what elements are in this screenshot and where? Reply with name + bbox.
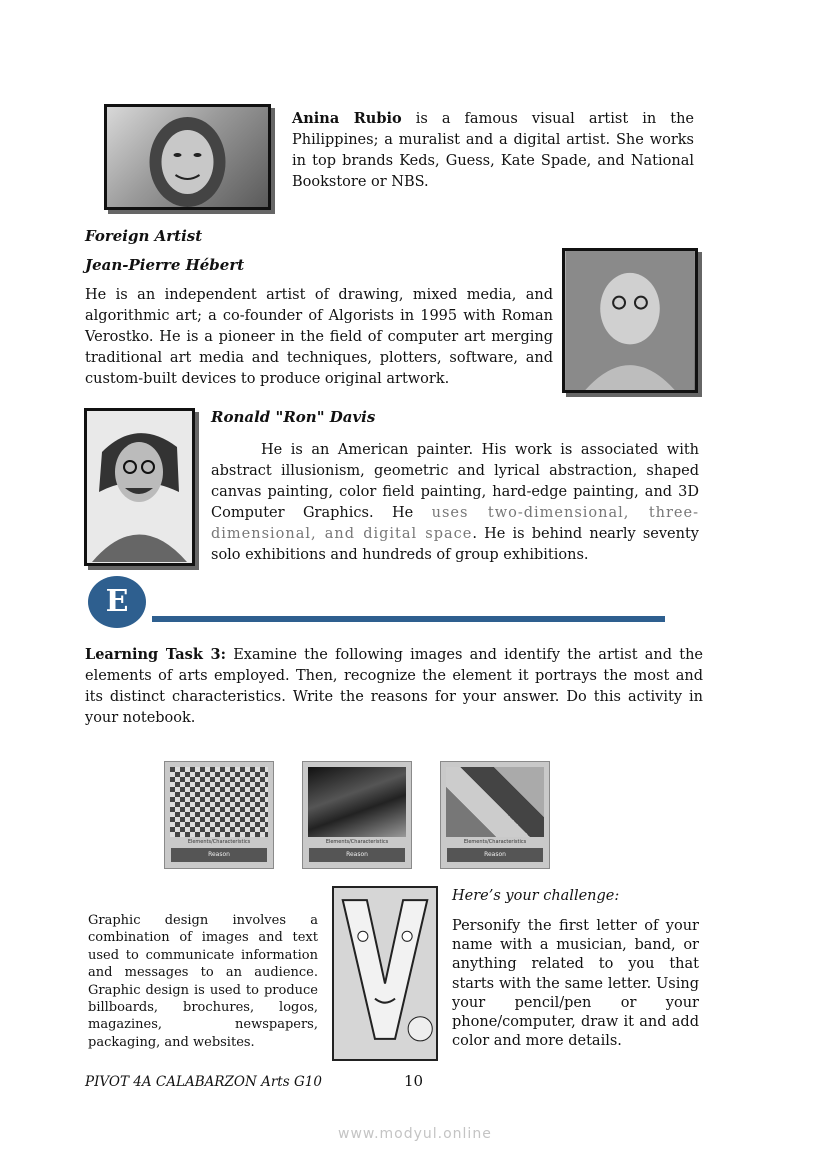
- jean-pierre-hebert-photo: [562, 248, 698, 393]
- anina-rubio-photo: [104, 104, 271, 210]
- ron-davis-text-b: . He is behind nearly seventy solo exhibitions and hundreds of group exhibitions.: [211, 526, 699, 563]
- ron-davis-paragraph: [211, 440, 699, 566]
- artwork-card-1: [164, 761, 274, 869]
- jean-pierre-hebert-name: Jean-Pierre Hébert: [85, 256, 245, 274]
- section-letter-badge: E: [88, 576, 146, 628]
- card-caption: Elements/Characteristics: [187, 839, 251, 845]
- reason-button[interactable]: Reason: [171, 848, 267, 862]
- anina-rubio-name: Anina Rubio: [292, 110, 402, 127]
- portrait-icon: [565, 251, 695, 390]
- artwork-card-3: [440, 761, 550, 869]
- learning-task-label: Learning Task 3:: [85, 646, 226, 663]
- letter-v-icon: [334, 888, 436, 1059]
- challenge-paragraph: Personify the first letter of your name with a musician, band, or anything related to you that starts with the same letter. Using your pencil/pen or your phone/computer, draw it and add color and more details.: [452, 918, 699, 1050]
- portrait-icon: [107, 107, 268, 207]
- anina-rubio-text: is a famous visual artist in the Philippines; a muralist and a digital artist. She works in top brands Keds, Guess, Kate Spade, and National Bookstore or NBS.: [292, 111, 694, 190]
- site-watermark: www.modyul.online: [338, 1126, 492, 1142]
- artwork-card-2: [302, 761, 412, 869]
- footer-title: PIVOT 4A CALABARZON Arts G10: [85, 1074, 322, 1090]
- ron-davis-text-faded: uses two-dimensional, three-dimensional, and digital space: [211, 505, 699, 542]
- learning-task-paragraph: [85, 644, 703, 729]
- challenge-title: Here’s your challenge:: [452, 888, 620, 904]
- graphic-design-paragraph: Graphic design involves a combination of images and text used to communicate information and messages to an audience. Graphic design is used to produce billboards, brochures, logos, magazines, newspapers, packaging, and websites.: [88, 913, 318, 1050]
- anina-rubio-paragraph: [292, 108, 694, 193]
- card-caption: Elements/Characteristics: [463, 839, 527, 845]
- reason-button[interactable]: Reason: [447, 848, 543, 862]
- ron-davis-photo: [84, 408, 195, 566]
- foreign-artist-heading: Foreign Artist: [85, 227, 203, 245]
- section-divider: [152, 616, 665, 622]
- learning-task-text: Examine the following images and identify the artist and the elements of arts employed. Then, recognize the element it portrays the most and its distinct characteristics. Write the reasons for your answer. Do this activity in your notebook.: [85, 647, 703, 726]
- jean-pierre-hebert-paragraph: He is an independent artist of drawing, mixed media, and algorithmic art; a co-founder of Algorists in 1995 with Roman Verostko. He is a pioneer in the field of computer art merging traditional art media and techniques, plotters, software, and custom-built devices to produce original artwork.: [85, 287, 553, 387]
- portrait-icon: [87, 411, 192, 563]
- card-caption: Elements/Characteristics: [325, 839, 389, 845]
- letter-v-illustration: [332, 886, 438, 1061]
- artwork-image-1: [170, 767, 268, 837]
- artwork-image-2: [308, 767, 406, 837]
- ron-davis-text-a: He is an American painter. His work is associated with abstract illusionism, geometric and lyrical abstraction, shaped canvas painting, color field painting, hard-edge painting, and 3D Computer Graphics. He: [211, 442, 699, 521]
- reason-button[interactable]: Reason: [309, 848, 405, 862]
- page-number: 10: [404, 1072, 424, 1090]
- artwork-image-3: [446, 767, 544, 837]
- ron-davis-name: Ronald "Ron" Davis: [211, 408, 376, 426]
